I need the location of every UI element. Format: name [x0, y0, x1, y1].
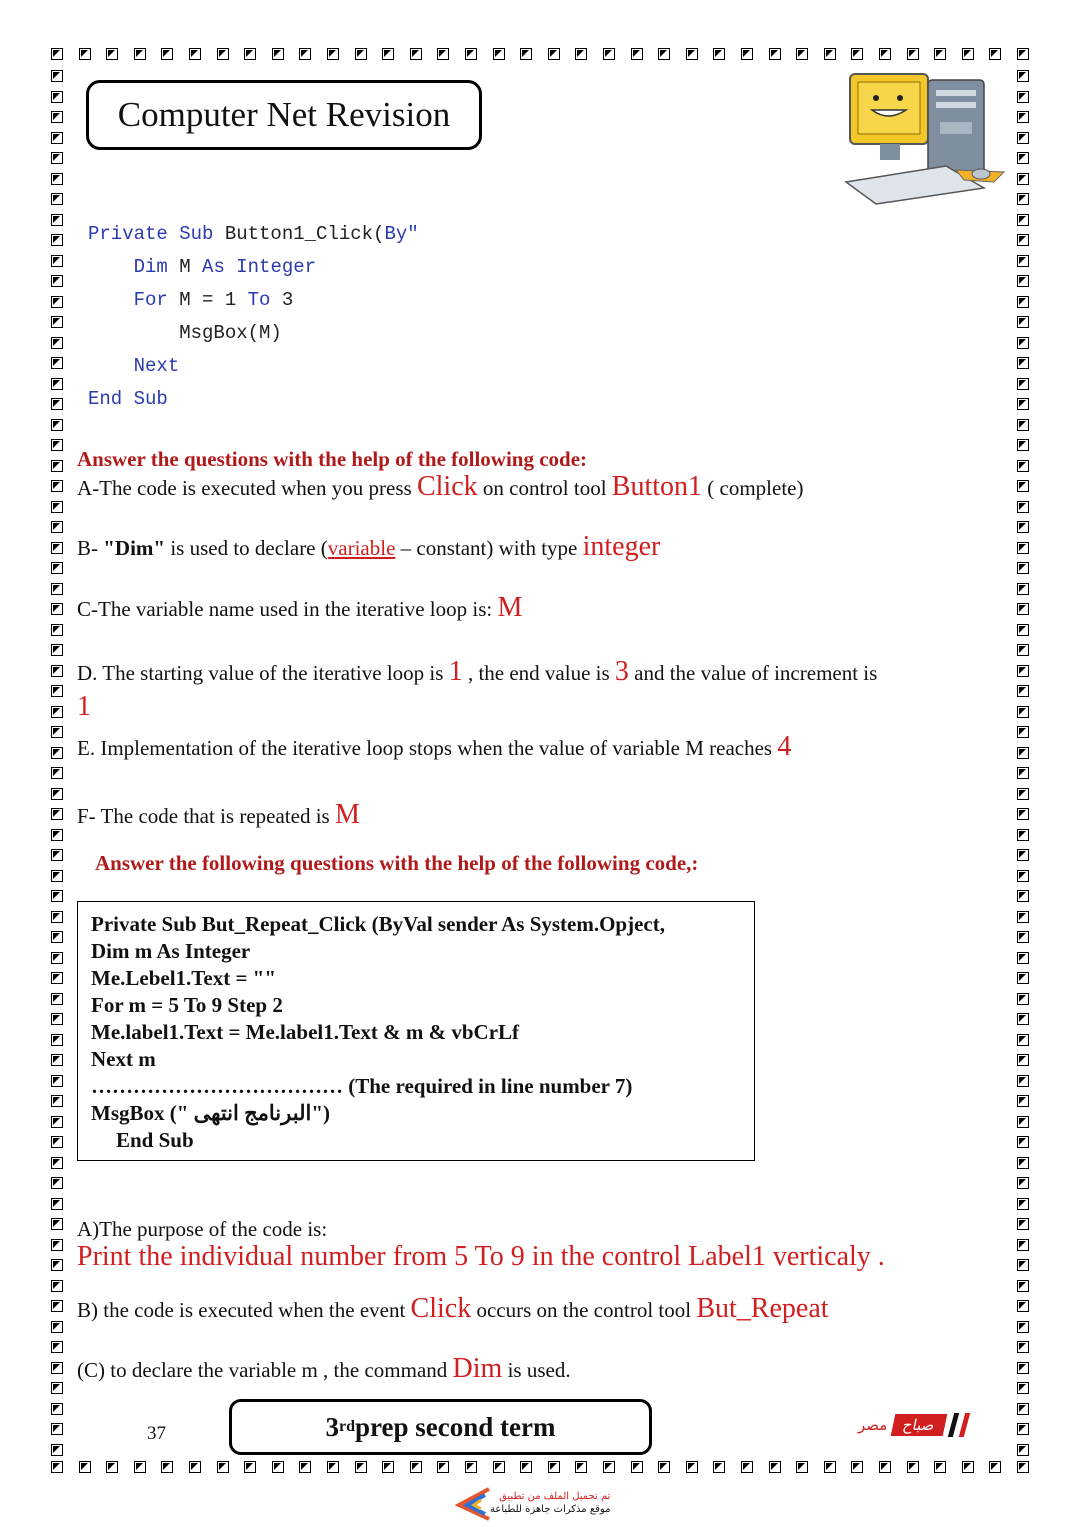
border-square-icon	[51, 378, 63, 390]
border-square-icon	[1017, 1116, 1029, 1128]
border-square-icon	[631, 48, 643, 60]
border-square-icon	[1017, 808, 1029, 820]
border-square-icon	[51, 1341, 63, 1353]
border-square-icon	[51, 48, 63, 60]
border-square-icon	[51, 234, 63, 246]
code-line: For m = 5 To 9 Step 2	[91, 993, 283, 1017]
border-square-icon	[1017, 542, 1029, 554]
border-square-icon	[1017, 1362, 1029, 1374]
border-square-icon	[51, 111, 63, 123]
border-square-icon	[769, 1461, 781, 1473]
border-square-icon	[575, 48, 587, 60]
border-square-icon	[1017, 1423, 1029, 1435]
border-square-icon	[1017, 972, 1029, 984]
border-square-icon	[1017, 767, 1029, 779]
border-square-icon	[244, 48, 256, 60]
border-square-icon	[1017, 91, 1029, 103]
border-square-icon	[962, 48, 974, 60]
border-square-icon	[658, 1461, 670, 1473]
border-square-icon	[1017, 132, 1029, 144]
border-square-icon	[79, 1461, 91, 1473]
border-square-icon	[51, 993, 63, 1005]
border-square-icon	[1017, 419, 1029, 431]
border-square-icon	[1017, 1341, 1029, 1353]
border-square-icon	[1017, 1259, 1029, 1271]
border-square-icon	[1017, 562, 1029, 574]
border-square-icon	[686, 48, 698, 60]
border-square-icon	[1017, 911, 1029, 923]
border-square-icon	[51, 1218, 63, 1230]
border-square-icon	[51, 665, 63, 677]
border-square-icon	[769, 48, 781, 60]
border-square-icon	[134, 1461, 146, 1473]
border-square-icon	[51, 521, 63, 533]
border-square-icon	[134, 48, 146, 60]
border-square-icon	[51, 849, 63, 861]
border-square-icon	[1017, 1280, 1029, 1292]
border-square-icon	[217, 1461, 229, 1473]
border-square-icon	[879, 48, 891, 60]
app-logo-icon	[455, 1487, 491, 1521]
border-square-icon	[1017, 275, 1029, 287]
border-square-icon	[51, 91, 63, 103]
border-square-icon	[1017, 1198, 1029, 1210]
border-square-icon	[1017, 398, 1029, 410]
border-square-icon	[1017, 1054, 1029, 1066]
border-square-icon	[51, 460, 63, 472]
border-square-icon	[51, 706, 63, 718]
brand-bar-icon	[959, 1413, 970, 1437]
question2-a: A)The purpose of the code is:	[77, 1217, 328, 1241]
border-square-icon	[51, 1034, 63, 1046]
border-square-icon	[51, 316, 63, 328]
vb-code-snippet: Private Sub Button1_Click(By" Dim M As Integer For M = 1 To 3 MsgBox(M) Next End Sub	[88, 223, 419, 410]
border-square-icon	[51, 501, 63, 513]
border-square-icon	[1017, 316, 1029, 328]
question-b: B- "Dim" is used to declare (variable – constant) with type integer	[77, 531, 661, 562]
border-square-icon	[189, 48, 201, 60]
border-square-icon	[1017, 993, 1029, 1005]
app-download-note: تم تحميل الملف من تطبيق موقع مذكرات جاهزة للطباعة	[490, 1491, 611, 1515]
border-square-icon	[1017, 460, 1029, 472]
border-square-icon	[51, 419, 63, 431]
border-square-icon	[51, 911, 63, 923]
border-square-icon	[51, 1054, 63, 1066]
border-square-icon	[1017, 357, 1029, 369]
border-square-icon	[51, 480, 63, 492]
code-line: Dim m As Integer	[91, 939, 251, 963]
border-square-icon	[1017, 849, 1029, 861]
section1-heading: Answer the questions with the help of the following code:	[77, 447, 588, 471]
brand-text: مصر	[858, 1416, 888, 1434]
border-square-icon	[355, 48, 367, 60]
question-e: E. Implementation of the iterative loop stops when the value of variable M reaches 4	[77, 731, 792, 762]
border-square-icon	[603, 1461, 615, 1473]
border-square-icon	[851, 1461, 863, 1473]
border-square-icon	[51, 1444, 63, 1456]
border-square-icon	[51, 583, 63, 595]
border-square-icon	[1017, 501, 1029, 513]
border-square-icon	[1017, 378, 1029, 390]
border-square-icon	[51, 1423, 63, 1435]
border-square-icon	[51, 275, 63, 287]
border-square-icon	[1017, 1382, 1029, 1394]
section2-heading: Answer the following questions with the help of the following code,:	[95, 851, 699, 875]
border-square-icon	[1017, 1013, 1029, 1025]
border-square-icon	[51, 173, 63, 185]
border-square-icon	[851, 48, 863, 60]
code-line: Next m	[91, 1047, 156, 1071]
border-square-icon	[51, 296, 63, 308]
border-square-icon	[1017, 685, 1029, 697]
border-square-icon	[51, 1095, 63, 1107]
border-square-icon	[713, 48, 725, 60]
border-square-icon	[879, 1461, 891, 1473]
border-square-icon	[51, 132, 63, 144]
border-square-icon	[51, 829, 63, 841]
border-square-icon	[161, 1461, 173, 1473]
border-square-icon	[741, 1461, 753, 1473]
border-square-icon	[51, 808, 63, 820]
border-square-icon	[355, 1461, 367, 1473]
question-f: F- The code that is repeated is M	[77, 799, 360, 830]
border-square-icon	[493, 1461, 505, 1473]
question-d-answer: 1	[77, 691, 91, 722]
border-square-icon	[1017, 1444, 1029, 1456]
border-square-icon	[686, 1461, 698, 1473]
question2-a-answer: Print the individual number from 5 To 9 in the control Label1 verticaly .	[77, 1241, 885, 1272]
border-square-icon	[1017, 173, 1029, 185]
border-square-icon	[51, 562, 63, 574]
border-square-icon	[51, 1157, 63, 1169]
border-square-icon	[520, 48, 532, 60]
border-square-icon	[1017, 214, 1029, 226]
border-square-icon	[575, 1461, 587, 1473]
border-square-icon	[244, 1461, 256, 1473]
border-square-icon	[51, 603, 63, 615]
border-square-icon	[51, 726, 63, 738]
border-square-icon	[217, 48, 229, 60]
border-square-icon	[796, 48, 808, 60]
border-square-icon	[51, 890, 63, 902]
border-square-icon	[1017, 1095, 1029, 1107]
border-square-icon	[1017, 439, 1029, 451]
border-square-icon	[51, 1280, 63, 1292]
code-line: Private Sub But_Repeat_Click (ByVal sender As System.Opject,	[91, 912, 665, 936]
border-square-icon	[1017, 1321, 1029, 1333]
border-square-icon	[1017, 644, 1029, 656]
border-square-icon	[1017, 152, 1029, 164]
border-square-icon	[51, 767, 63, 779]
border-square-icon	[51, 193, 63, 205]
border-square-icon	[51, 152, 63, 164]
border-square-icon	[51, 870, 63, 882]
border-square-icon	[51, 644, 63, 656]
border-square-icon	[465, 1461, 477, 1473]
border-square-icon	[106, 48, 118, 60]
border-square-icon	[1017, 726, 1029, 738]
border-square-icon	[989, 1461, 1001, 1473]
border-square-icon	[1017, 255, 1029, 267]
border-square-icon	[1017, 1403, 1029, 1415]
page-title: Computer Net Revision	[86, 80, 482, 150]
border-square-icon	[51, 1362, 63, 1374]
border-square-icon	[51, 542, 63, 554]
border-square-icon	[51, 952, 63, 964]
border-square-icon	[410, 48, 422, 60]
border-square-icon	[51, 1382, 63, 1394]
border-square-icon	[1017, 1034, 1029, 1046]
border-square-icon	[1017, 624, 1029, 636]
border-square-icon	[796, 1461, 808, 1473]
border-square-icon	[989, 48, 1001, 60]
border-square-icon	[51, 1321, 63, 1333]
border-square-icon	[824, 48, 836, 60]
border-square-icon	[962, 1461, 974, 1473]
border-square-icon	[51, 1198, 63, 1210]
border-square-icon	[907, 1461, 919, 1473]
border-square-icon	[51, 788, 63, 800]
question-c: C-The variable name used in the iterative loop is: M	[77, 592, 523, 623]
border-square-icon	[1017, 70, 1029, 82]
code-box	[77, 901, 755, 1161]
border-square-icon	[1017, 890, 1029, 902]
border-square-icon	[79, 48, 91, 60]
code-line: Me.Lebel1.Text = ""	[91, 966, 276, 990]
border-square-icon	[934, 48, 946, 60]
border-square-icon	[272, 48, 284, 60]
border-square-icon	[51, 972, 63, 984]
border-square-icon	[51, 337, 63, 349]
question2-b: B) the code is executed when the event Click occurs on the control tool But_Repeat	[77, 1293, 829, 1324]
border-square-icon	[51, 747, 63, 759]
border-square-icon	[299, 1461, 311, 1473]
border-square-icon	[603, 48, 615, 60]
brand-pill: صباح	[891, 1414, 947, 1436]
border-square-icon	[1017, 337, 1029, 349]
border-square-icon	[548, 48, 560, 60]
brand-bar-icon	[948, 1413, 959, 1437]
border-square-icon	[51, 1300, 63, 1312]
border-square-icon	[51, 1403, 63, 1415]
border-square-icon	[1017, 48, 1029, 60]
border-square-icon	[272, 1461, 284, 1473]
code-line: ……………………………… (The required in line number 7)	[91, 1074, 633, 1098]
border-square-icon	[1017, 296, 1029, 308]
border-square-icon	[382, 1461, 394, 1473]
border-square-icon	[1017, 521, 1029, 533]
border-square-icon	[327, 1461, 339, 1473]
border-square-icon	[1017, 747, 1029, 759]
border-square-icon	[907, 48, 919, 60]
border-square-icon	[299, 48, 311, 60]
border-square-icon	[934, 1461, 946, 1473]
border-square-icon	[1017, 1239, 1029, 1251]
border-square-icon	[51, 1177, 63, 1189]
computer-mascot-icon	[836, 70, 1008, 205]
border-square-icon	[51, 1461, 63, 1473]
border-square-icon	[1017, 665, 1029, 677]
border-square-icon	[1017, 788, 1029, 800]
border-square-icon	[51, 1136, 63, 1148]
border-square-icon	[1017, 583, 1029, 595]
border-square-icon	[1017, 952, 1029, 964]
border-square-icon	[1017, 931, 1029, 943]
border-square-icon	[327, 48, 339, 60]
border-square-icon	[51, 1259, 63, 1271]
border-square-icon	[51, 439, 63, 451]
border-square-icon	[1017, 1075, 1029, 1087]
code-line: End Sub	[116, 1128, 194, 1152]
border-square-icon	[1017, 234, 1029, 246]
border-square-icon	[1017, 1177, 1029, 1189]
border-square-icon	[1017, 706, 1029, 718]
border-square-icon	[658, 48, 670, 60]
border-square-icon	[520, 1461, 532, 1473]
border-square-icon	[51, 214, 63, 226]
border-square-icon	[51, 255, 63, 267]
question2-c: (C) to declare the variable m , the command Dim is used.	[77, 1353, 571, 1384]
border-square-icon	[465, 48, 477, 60]
question-a: A-The code is executed when you press Click on control tool Button1 ( complete)	[77, 471, 804, 502]
border-square-icon	[51, 931, 63, 943]
border-square-icon	[410, 1461, 422, 1473]
border-square-icon	[1017, 1300, 1029, 1312]
border-square-icon	[1017, 1461, 1029, 1473]
brand-logo	[858, 1413, 967, 1437]
border-square-icon	[1017, 111, 1029, 123]
question-d: D. The starting value of the iterative loop is 1 , the end value is 3 and the value of increment is	[77, 656, 878, 687]
border-square-icon	[1017, 870, 1029, 882]
border-square-icon	[51, 1116, 63, 1128]
border-square-icon	[106, 1461, 118, 1473]
page-number: 37	[147, 1423, 166, 1444]
border-square-icon	[51, 1075, 63, 1087]
border-square-icon	[1017, 829, 1029, 841]
border-square-icon	[437, 48, 449, 60]
border-square-icon	[1017, 603, 1029, 615]
border-square-icon	[1017, 1136, 1029, 1148]
border-square-icon	[51, 357, 63, 369]
border-square-icon	[51, 1013, 63, 1025]
border-square-icon	[493, 48, 505, 60]
border-square-icon	[51, 624, 63, 636]
border-square-icon	[382, 48, 394, 60]
border-square-icon	[437, 1461, 449, 1473]
border-square-icon	[824, 1461, 836, 1473]
border-square-icon	[741, 48, 753, 60]
border-square-icon	[548, 1461, 560, 1473]
border-square-icon	[189, 1461, 201, 1473]
border-square-icon	[51, 1239, 63, 1251]
code-line: MsgBox (" البرنامج انتهى")	[91, 1101, 330, 1125]
border-square-icon	[51, 398, 63, 410]
border-square-icon	[1017, 480, 1029, 492]
border-square-icon	[51, 70, 63, 82]
footer-term: 3 rd prep second term	[229, 1399, 652, 1455]
border-square-icon	[51, 685, 63, 697]
border-square-icon	[161, 48, 173, 60]
border-square-icon	[1017, 193, 1029, 205]
border-square-icon	[1017, 1218, 1029, 1230]
border-square-icon	[1017, 1157, 1029, 1169]
border-square-icon	[713, 1461, 725, 1473]
border-square-icon	[631, 1461, 643, 1473]
code-line: Me.label1.Text = Me.label1.Text & m & vbCrLf	[91, 1020, 520, 1044]
